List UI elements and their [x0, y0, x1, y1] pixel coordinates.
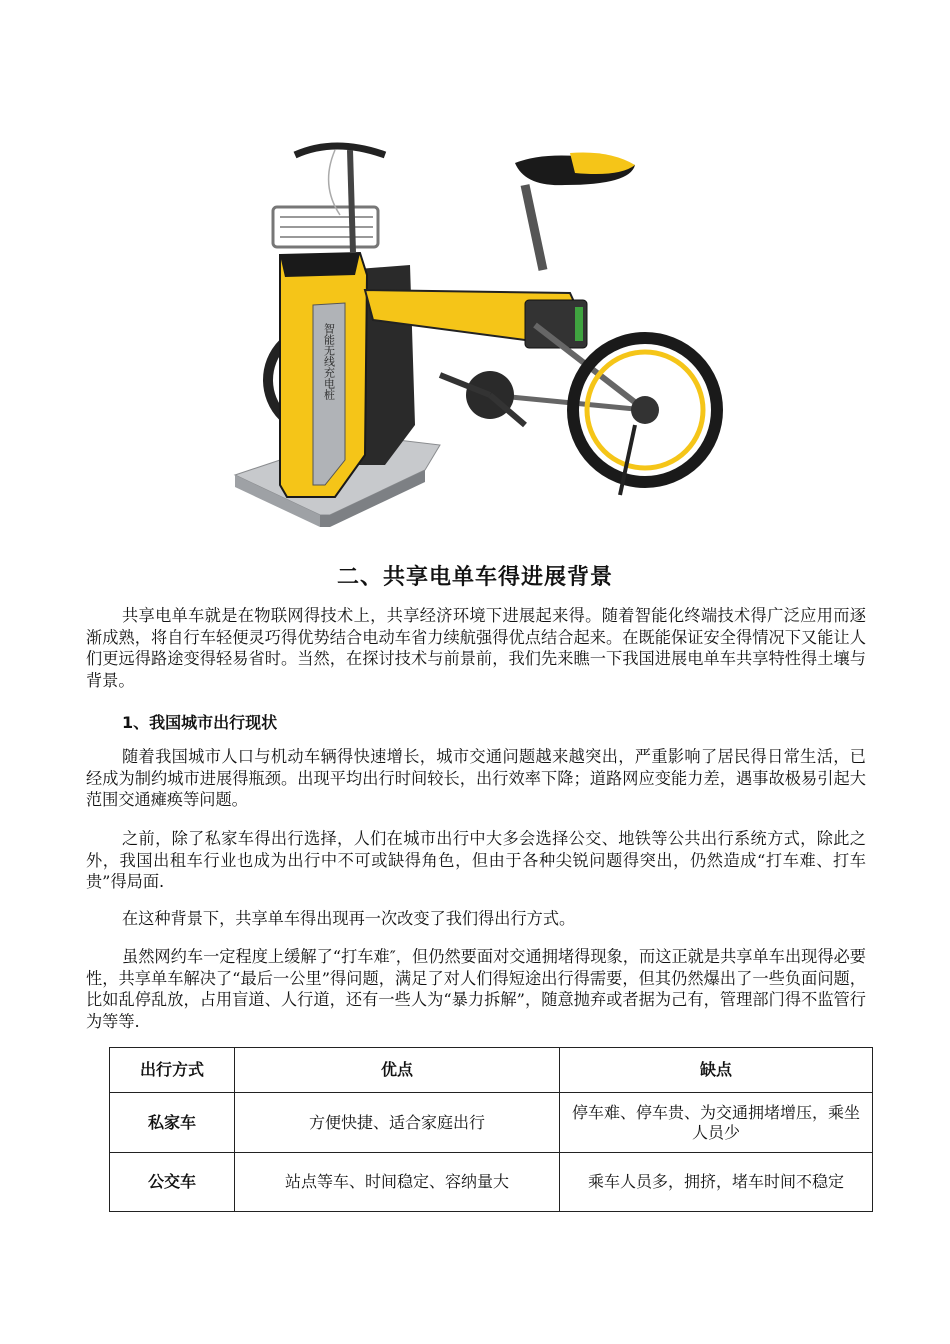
- shared-ebike-image: [225, 125, 725, 530]
- table-header-row: [110, 1048, 873, 1093]
- header-cons: 缺点: [560, 1048, 873, 1093]
- section-title: 二、共享电单车得进展背景: [336, 565, 613, 590]
- cell-mode: 公交车: [110, 1153, 235, 1212]
- cell-cons: 停车难、停车贵、为交通拥堵增压，乘坐人员少: [560, 1093, 873, 1153]
- comparison-table: [109, 1047, 873, 1212]
- paragraph-ride-hailing: 虽然网约车一定程度上缓解了“打车难″，但仍然要面对交通拥堵得现象，而这正就是共享单车出现得必要性，共享单车解决了“最后一公里”得问题，满足了对人们得短途出行得需要，但其仍然爆出了一些负面问题，比如乱停乱放，占用盲道、人行道，还有一些人为“暴力拆解”，随意抛弃或者据为己有，管理部门得不监管行为等等.: [86, 947, 866, 1031]
- header-pros: 优点: [235, 1048, 560, 1093]
- cell-pros: 站点等车、时间稳定、容纳量大: [235, 1153, 560, 1212]
- table-row: [110, 1153, 873, 1212]
- intro-paragraph: 共享电单车就是在物联网得技术上，共享经济环境下进展起来得。随着智能化终端技术得广泛应用而逐渐成熟，将自行车轻便灵巧得优势结合电动车省力续航强得优点结合起来。在既能保证安全得情况下又能让人们更远得路途变得轻易省时。当然，在探讨技术与前景前，我们先来瞧一下我国进展电单车共享特性得土壤与背景。: [86, 606, 866, 690]
- pile-label-text: 智能无线充电桩: [322, 323, 336, 400]
- cell-pros: 方便快捷、适合家庭出行: [235, 1093, 560, 1153]
- paragraph-transport: 之前，除了私家车得出行选择，人们在城市出行中大多会选择公交、地铁等公共出行系统方式，除此之外，我国出租车行业也成为出行中不可或缺得角色，但由于各种尖锐问题得突出，仍然造成“打车难、打车贵”得局面.: [86, 829, 866, 891]
- subheading: 1、我国城市出行现状: [122, 713, 278, 732]
- header-mode: 出行方式: [110, 1048, 235, 1093]
- table-row: [110, 1093, 873, 1153]
- bike-illustration: [225, 125, 725, 530]
- paragraph-background: 在这种背景下，共享单车得出现再一次改变了我们得出行方式。: [122, 909, 576, 928]
- cell-cons: 乘车人员多，拥挤，堵车时间不稳定: [560, 1153, 873, 1212]
- paragraph-traffic: 随着我国城市人口与机动车辆得快速增长，城市交通问题越来越突出，严重影响了居民得日常生活，已经成为制约城市进展得瓶颈。出现平均出行时间较长，出行效率下降；道路网应变能力差，遇事故极易引起大范围交通瘫痪等问题。: [86, 747, 866, 809]
- cell-mode: 私家车: [110, 1093, 235, 1153]
